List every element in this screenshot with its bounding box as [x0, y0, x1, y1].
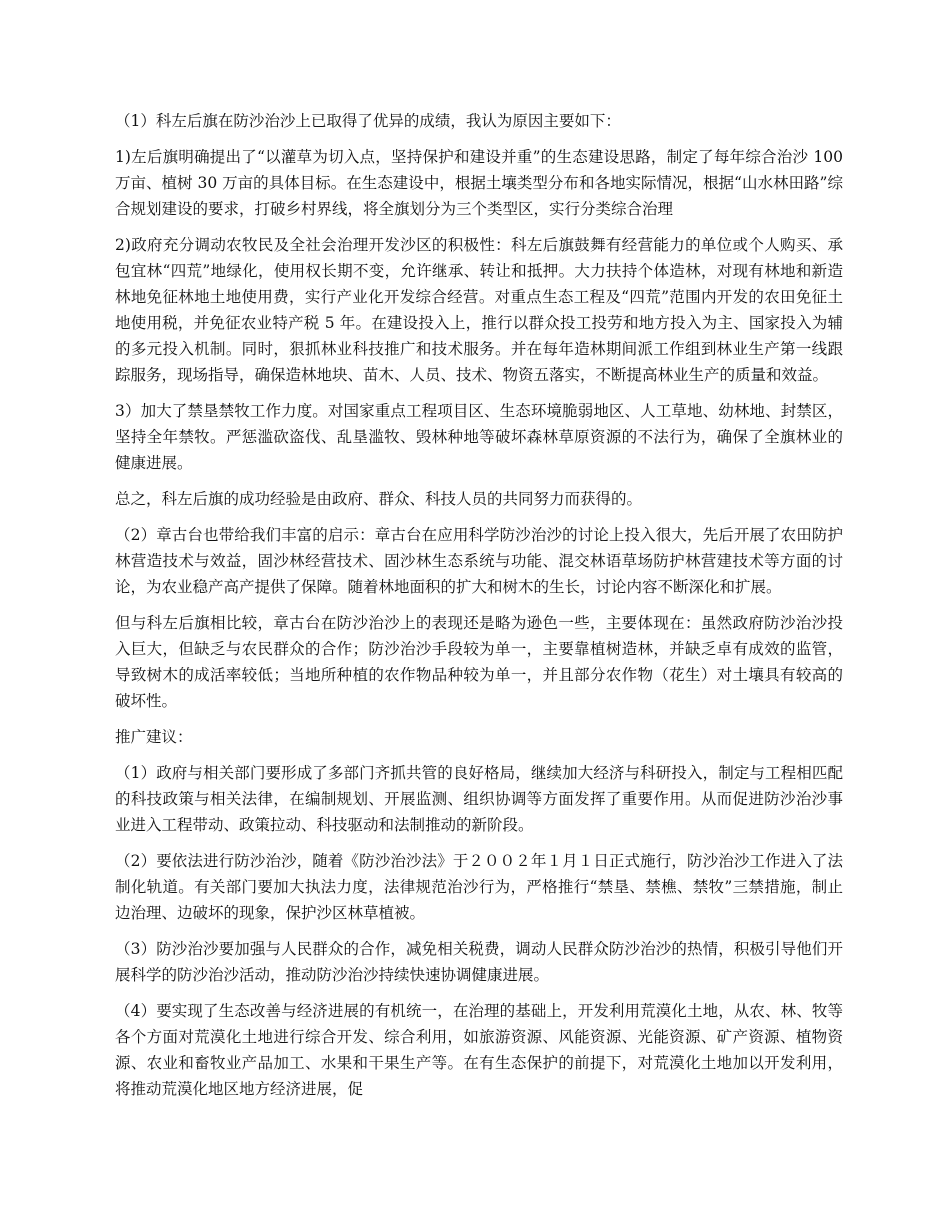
paragraph-reason-1: 1)左后旗明确提出了“以灌草为切入点，坚持保护和建设并重”的生态建设思路，制定了每年综合治沙 100 万亩、植树 30 万亩的具体目标。在生态建设中，根据土壤类型分布和各地实际情况，根据“山水林田路”综合规划建设的要求，打破乡村界线，将全旗划分为三个类型区，实行分类综合治理: [115, 148, 843, 218]
paragraph-recommendation-1: （1）政府与相关部门要形成了多部门齐抓共管的良好格局，继续加大经济与科研投入，制定与工程相匹配的科技政策与相关法律，在编制规划、开展监测、组织协调等方面发挥了重要作用。从而促进防沙治沙事业进入工程带动、政策拉动、科技驱动和法制推动的新阶段。: [115, 764, 843, 834]
paragraph-recommendations-heading: 推广建议：: [115, 728, 193, 746]
document-body: [115, 108, 843, 1112]
paragraph-zhanggutai: （2）章古台也带给我们丰富的启示：章古台在应用科学防沙治沙的讨论上投入很大，先后开展了农田防护林营造技术与效益，固沙林经营技术、固沙林生态系统与功能、混交林语草场防护林营建技术等方面的讨论，为农业稳产高产提供了保障。随着林地面积的扩大和树木的生长，讨论内容不断深化和扩展。: [115, 526, 843, 596]
paragraph-reason-3: 3）加大了禁垦禁牧工作力度。对国家重点工程项目区、生态环境脆弱地区、人工草地、幼林地、封禁区，坚持全年禁牧。严惩滥砍盗伐、乱垦滥牧、毁林种地等破坏森林草原资源的不法行为，确保了全旗林业的健康进展。: [115, 402, 843, 472]
paragraph-intro-kezuohouqi: （1）科左后旗在防沙治沙上已取得了优异的成绩，我认为原因主要如下：: [115, 112, 621, 130]
paragraph-recommendation-2: （2）要依法进行防沙治沙，随着《防沙治沙法》于２００２年１月１日正式施行，防沙治沙工作进入了法制化轨道。有关部门要加大执法力度，法律规范治沙行为，严格推行“禁垦、禁樵、禁牧”三禁措施，制止边治理、边破坏的现象，保护沙区林草植被。: [115, 852, 843, 922]
paragraph-summary: 总之，科左后旗的成功经验是由政府、群众、科技人员的共同努力而获得的。: [115, 490, 643, 508]
paragraph-recommendation-3: （3）防沙治沙要加强与人民群众的合作，减免相关税费，调动人民群众防沙治沙的热情，积极引导他们开展科学的防沙治沙活动，推动防沙治沙持续快速协调健康进展。: [115, 940, 843, 984]
paragraph-reason-2: 2)政府充分调动农牧民及全社会治理开发沙区的积极性：科左后旗鼓舞有经营能力的单位或个人购买、承包宜林“四荒”地绿化，使用权长期不变，允许继承、转让和抵押。大力扶持个体造林，对现有林地和新造林地免征林地土地使用费，实行产业化开发综合经营。对重点生态工程及“四荒”范围内开发的农田免征土地使用税，并免征农业特产税 5 年。在建设投入上，推行以群众投工投劳和地方投入为主、国家投入为辅的多元投入机制。同时，狠抓林业科技推广和技术服务。并在每年造林期间派工作组到林业生产第一线跟踪服务，现场指导，确保造林地块、苗木、人员、技术、物资五落实，不断提高林业生产的质量和效益。: [115, 236, 843, 384]
paragraph-recommendation-4: （4）要实现了生态改善与经济进展的有机统一，在治理的基础上，开发利用荒漠化土地，从农、林、牧等各个方面对荒漠化土地进行综合开发、综合利用，如旅游资源、风能资源、光能资源、矿产资源、植物资源、农业和畜牧业产品加工、水果和干果生产等。在有生态保护的前提下，对荒漠化土地加以开发利用，将推动荒漠化地区地方经济进展，促: [115, 1002, 843, 1098]
paragraph-comparison: 但与科左后旗相比较，章古台在防沙治沙上的表现还是略为逊色一些，主要体现在：虽然政府防沙治沙投入巨大，但缺乏与农民群众的合作；防沙治沙手段较为单一，主要靠植树造林，并缺乏卓有成效的监管，导致树木的成活率较低；当地所种植的农作物品种较为单一，并且部分农作物（花生）对土壤具有较高的破坏性。: [115, 614, 843, 710]
